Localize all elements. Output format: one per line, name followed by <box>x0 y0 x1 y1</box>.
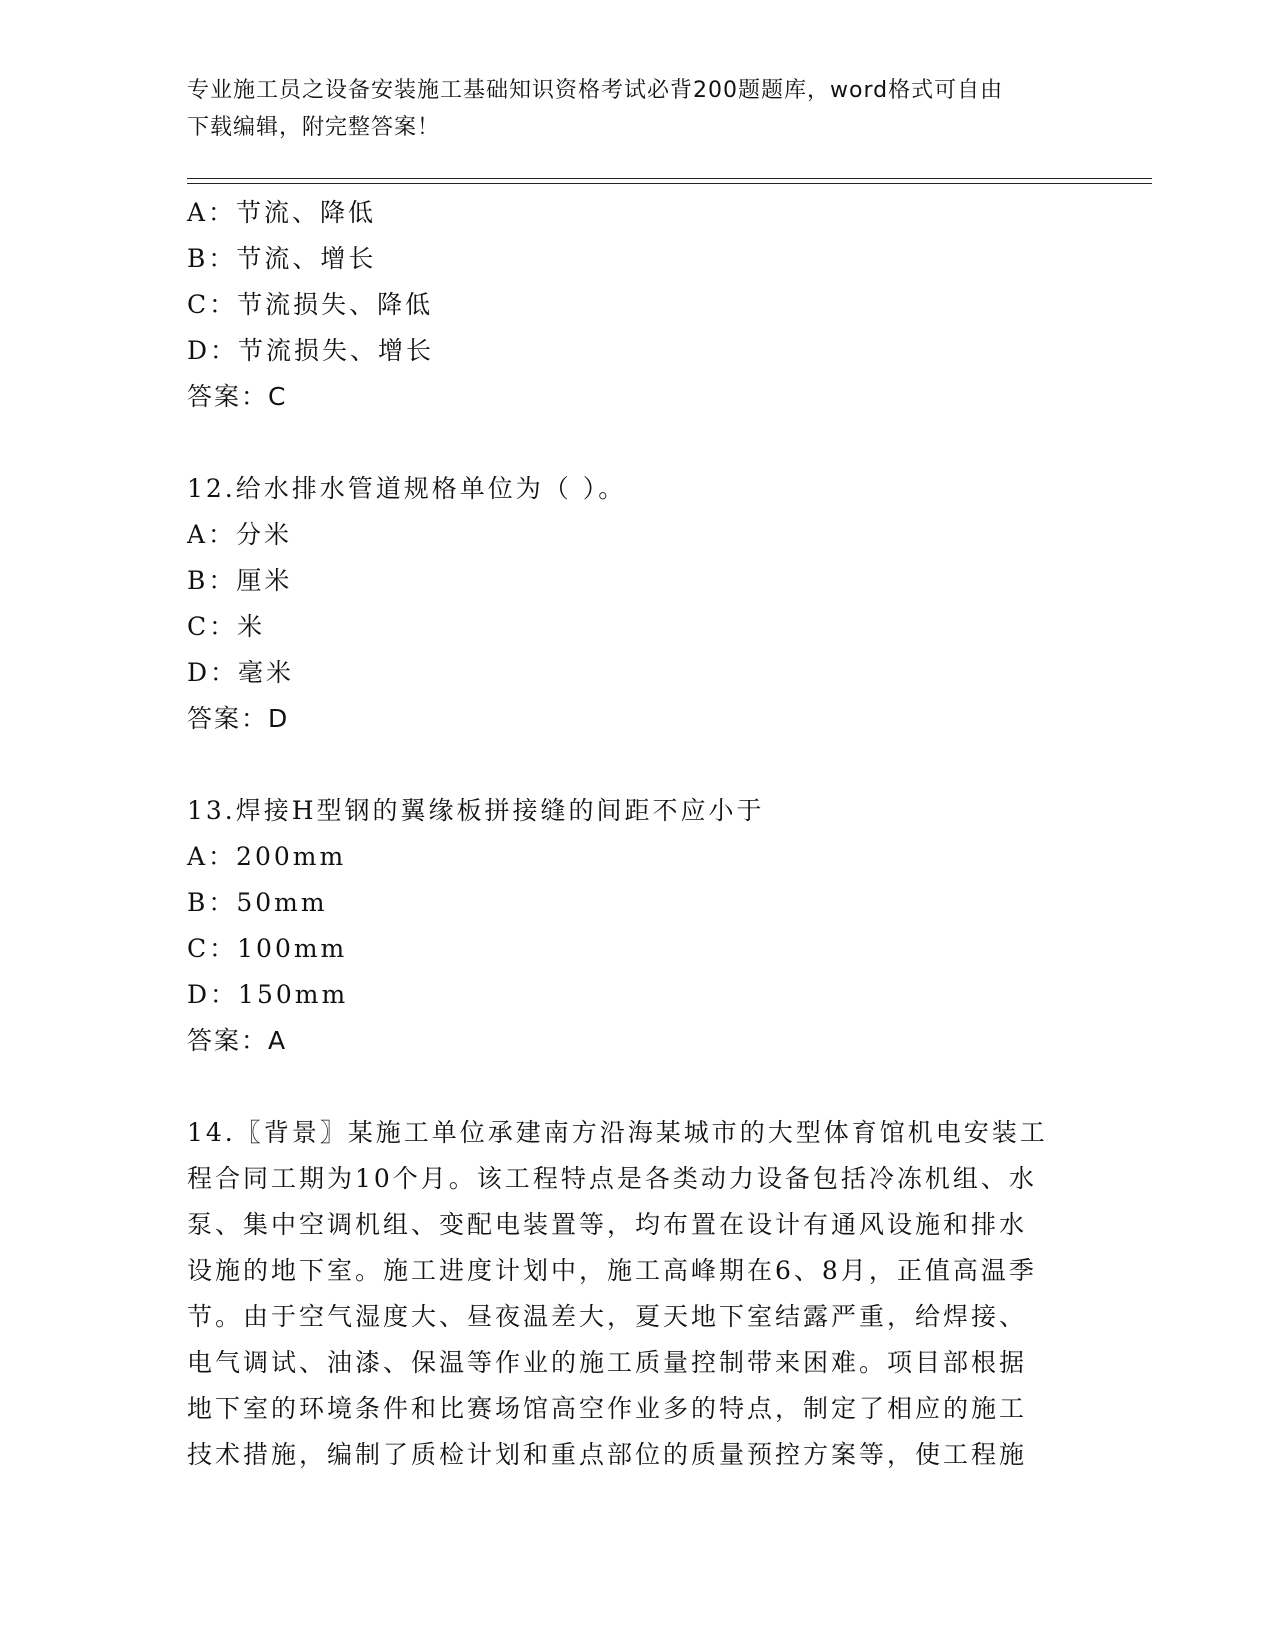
spacer <box>187 742 1087 788</box>
option-b: B：节流、增长 <box>187 244 377 273</box>
option-a: A：200mm <box>187 842 347 871</box>
paragraph-line: 地下室的环境条件和比赛场馆高空作业多的特点，制定了相应的施工 <box>187 1394 1028 1423</box>
option-b: B：50mm <box>187 888 328 917</box>
paragraph-line: 14.〖背景〗某施工单位承建南方沿海某城市的大型体育馆机电安装工 <box>187 1118 1048 1147</box>
question-block-11 <box>187 190 1087 420</box>
question-text: 12.给水排水管道规格单位为（ ）。 <box>187 474 627 503</box>
header-divider-top <box>187 178 1152 179</box>
document-body <box>187 190 1087 1478</box>
header-line-1: 专业施工员之设备安装施工基础知识资格考试必背200题题库，word格式可自由 <box>187 78 1004 103</box>
option-c: C：米 <box>187 612 266 641</box>
option-c: C：节流损失、降低 <box>187 290 434 319</box>
answer-line: 答案：A <box>187 1026 288 1055</box>
option-b: B：厘米 <box>187 566 293 595</box>
paragraph-line: 电气调试、油漆、保温等作业的施工质量控制带来困难。项目部根据 <box>187 1348 1028 1377</box>
option-d: D：毫米 <box>187 658 295 687</box>
paragraph-line: 设施的地下室。施工进度计划中，施工高峰期在6、8月，正值高温季 <box>187 1256 1037 1285</box>
spacer <box>187 1064 1087 1110</box>
paragraph-line: 程合同工期为10个月。该工程特点是各类动力设备包括冷冻机组、水 <box>187 1164 1037 1193</box>
question-block-14 <box>187 1110 1087 1478</box>
header-divider-bottom <box>187 183 1152 184</box>
paragraph-line: 节。由于空气湿度大、昼夜温差大，夏天地下室结露严重，给焊接、 <box>187 1302 1028 1331</box>
paragraph-line: 技术措施，编制了质检计划和重点部位的质量预控方案等，使工程施 <box>187 1440 1028 1469</box>
question-text: 13.焊接H型钢的翼缘板拼接缝的间距不应小于 <box>187 796 765 825</box>
option-c: C：100mm <box>187 934 348 963</box>
option-a: A：节流、降低 <box>187 198 377 227</box>
header-line-2: 下载编辑，附完整答案！ <box>187 115 441 140</box>
paragraph-line: 泵、集中空调机组、变配电装置等，均布置在设计有通风设施和排水 <box>187 1210 1028 1239</box>
spacer <box>187 420 1087 466</box>
document-header <box>187 72 1087 146</box>
answer-line: 答案：D <box>187 704 290 733</box>
answer-line: 答案：C <box>187 382 288 411</box>
option-d: D：150mm <box>187 980 349 1009</box>
option-a: A：分米 <box>187 520 293 549</box>
question-block-12 <box>187 466 1087 742</box>
question-block-13 <box>187 788 1087 1064</box>
option-d: D：节流损失、增长 <box>187 336 435 365</box>
